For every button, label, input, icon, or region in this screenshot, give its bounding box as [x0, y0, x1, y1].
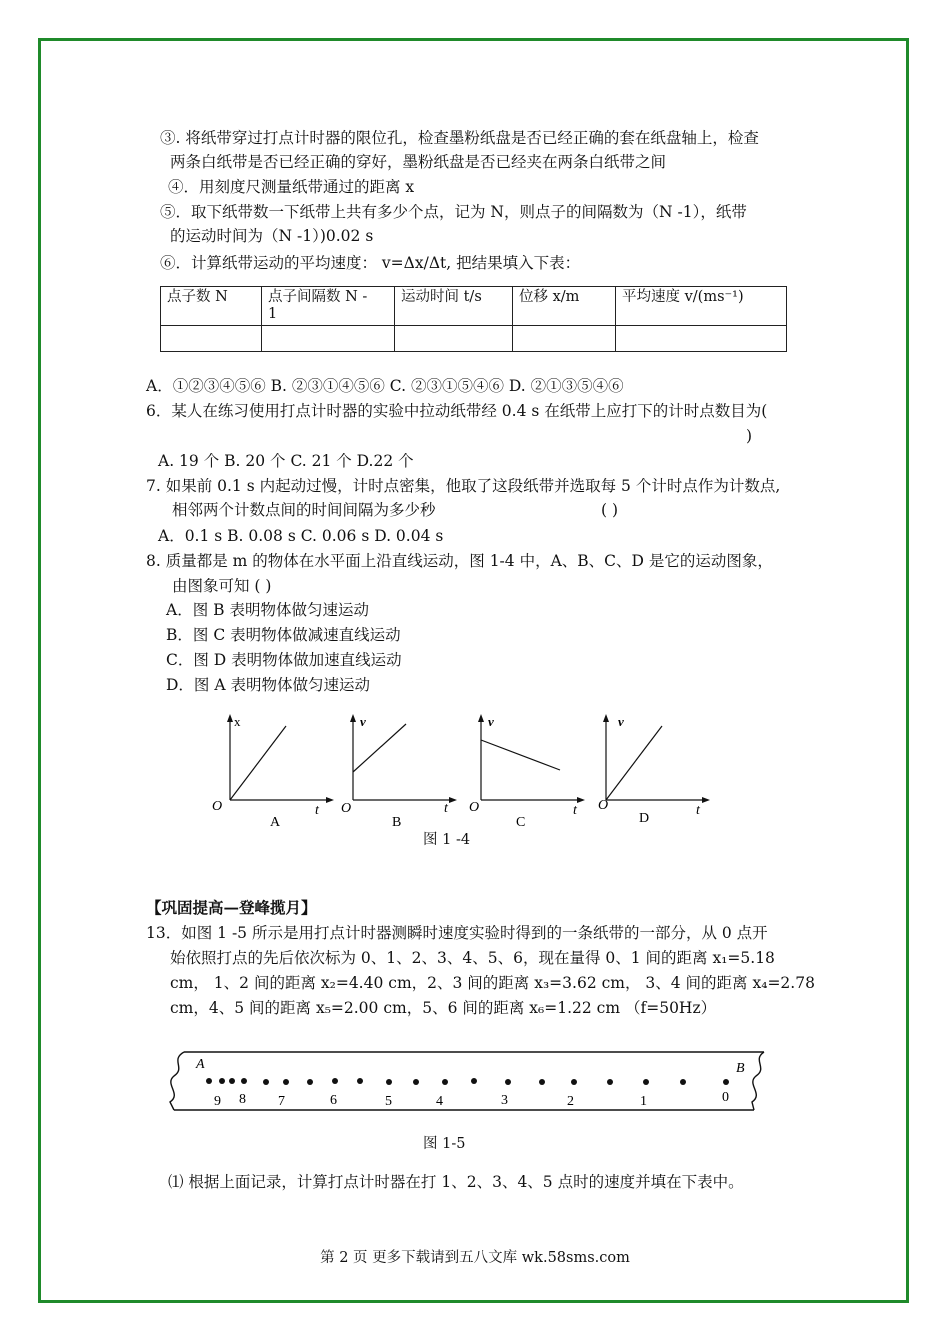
question-6-paren: ) [746, 427, 753, 445]
step-5-line2: 的运动时间为（N -1）)0.02 s [170, 227, 374, 245]
page-footer: 第 2 页 更多下载请到五八文库 wk.58sms.com [320, 1250, 630, 1266]
question-13-line4: cm，4、5 间的距离 x₅=2.00 cm，5、6 间的距离 x₆=1.22 cm （f=50Hz） [170, 999, 717, 1017]
step-6: ⑥．计算纸带运动的平均速度： v=Δx/Δt, 把结果填入下表： [160, 254, 581, 272]
question-8-option-b: B．图 C 表明物体做减速直线运动 [166, 626, 401, 644]
section-title: 【巩固提高—登峰揽月】 [146, 898, 317, 917]
table-cell [395, 326, 513, 352]
question-8-option-a: A．图 B 表明物体做匀速运动 [166, 601, 369, 619]
tape-number: 8 [239, 1092, 246, 1107]
question-7-paren: ( ) [601, 501, 619, 519]
graph-b-yaxis: v [360, 714, 366, 729]
question-13-sub1: ⑴ 根据上面记录，计算打点计时器在打 1、2、3、4、5 点时的速度并填在下表中。 [168, 1173, 744, 1191]
table-header: 运动时间 t/s [395, 287, 513, 326]
graph-b-xaxis: t [444, 801, 448, 816]
question-7-line1: 7. 如果前 0.1 s 内起动过慢，计时点密集，他取了这段纸带并选取每 5 个计时点作为计数点, [146, 477, 781, 495]
graph-b-origin: O [341, 801, 352, 816]
graph-b-label: B [392, 815, 402, 830]
graph-d-label: D [639, 811, 650, 826]
question-7-line2: 相邻两个计数点间的时间间隔为多少秒 [172, 501, 436, 519]
graph-a-xaxis: t [315, 803, 319, 818]
tape-dots [206, 1078, 729, 1085]
table-header: 点子数 N [161, 287, 262, 326]
table-cell [616, 326, 787, 352]
question-5-options: A．①②③④⑤⑥ B. ②③①④⑤⑥ C. ②③①⑤④⑥ D. ②①③⑤④⑥ [146, 377, 624, 395]
tape-number: 1 [640, 1094, 647, 1109]
step-5-line1: ⑤．取下纸带数一下纸带上共有多少个点，记为 N，则点子的间隔数为（N -1），纸带 [160, 203, 747, 221]
graph-a-yaxis: x [234, 714, 241, 729]
question-8-option-c: C．图 D 表明物体做加速直线运动 [166, 651, 402, 669]
table-header: 点子间隔数 N - 1 [262, 287, 395, 326]
figure-1-5-caption: 图 1-5 [423, 1136, 466, 1152]
graph-a-origin: O [212, 799, 223, 814]
question-7-options: A．0.1 s B. 0.08 s C. 0.06 s D. 0.04 s [158, 527, 444, 545]
tape-number: 0 [722, 1090, 729, 1105]
graph-c [456, 712, 596, 832]
question-8-line2: 由图象可知 ( ) [172, 577, 272, 595]
graph-d-xaxis: t [696, 803, 700, 818]
table-cell [161, 326, 262, 352]
step-3-line2: 两条白纸带是否已经正确的穿好，墨粉纸盘是否已经夹在两条白纸带之间 [170, 153, 667, 171]
step-3-line1: ③. 将纸带穿过打点计时器的限位孔，检查墨粉纸盘是否已经正确的套在纸盘轴上，检查 [160, 129, 759, 147]
graph-a [200, 712, 340, 832]
tape-number: 2 [567, 1094, 574, 1109]
tape-number: 5 [385, 1094, 392, 1109]
figure-1-4-caption: 图 1 -4 [423, 832, 471, 848]
question-13-line3: cm， 1、2 间的距离 x₂=4.40 cm，2、3 间的距离 x₃=3.62 cm， 3、4 间的距离 x₄=2.78 [170, 974, 815, 992]
question-8-option-d: D．图 A 表明物体做匀速运动 [166, 676, 370, 694]
graph-c-origin: O [469, 800, 480, 815]
tape-end-a: A [196, 1057, 205, 1072]
table-cell [262, 326, 395, 352]
question-13-line2: 始依照打点的先后依次标为 0、1、2、3、4、5、6，现在量得 0、1 间的距离 x₁=5.18 [170, 949, 775, 967]
tape-number: 6 [330, 1093, 337, 1108]
graph-c-xaxis: t [573, 803, 577, 818]
paper-tape-figure [164, 1046, 784, 1118]
graph-c-label: C [516, 815, 526, 830]
table-header: 位移 x/m [513, 287, 616, 326]
step-4: ④．用刻度尺测量纸带通过的距离 x [168, 178, 415, 196]
tape-number: 7 [278, 1094, 285, 1109]
tape-end-b: B [736, 1061, 745, 1076]
tape-number: 3 [501, 1093, 508, 1108]
graph-d-origin: O [598, 798, 609, 813]
question-13-line1: 13．如图 1 -5 所示是用打点计时器测瞬时速度实验时得到的一条纸带的一部分，从 0 点开 [146, 924, 768, 942]
graph-c-yaxis: v [488, 714, 494, 729]
table-header: 平均速度 v/(ms⁻¹) [616, 287, 787, 326]
tape-number: 4 [436, 1094, 443, 1109]
graph-d [584, 712, 724, 832]
table-cell [513, 326, 616, 352]
average-velocity-table [160, 286, 787, 352]
graph-d-yaxis: v [618, 714, 624, 729]
question-6-options: A. 19 个 B. 20 个 C. 21 个 D.22 个 [158, 452, 414, 470]
question-8-line1: 8. 质量都是 m 的物体在水平面上沿直线运动，图 1-4 中，A、B、C、D 是它的运动图象， [146, 552, 773, 570]
tape-number: 9 [214, 1094, 221, 1109]
question-6-stem: 6．某人在练习使用打点计时器的实验中拉动纸带经 0.4 s 在纸带上应打下的计时点数目为( [146, 402, 768, 420]
graph-b [328, 712, 468, 832]
graph-a-label: A [270, 815, 281, 830]
